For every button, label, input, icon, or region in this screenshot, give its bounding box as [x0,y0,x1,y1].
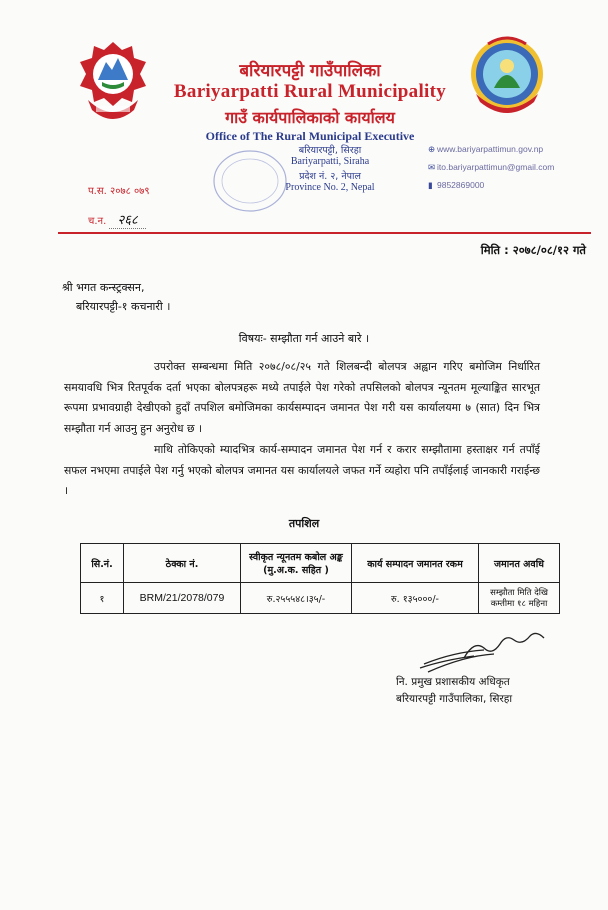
website-contact [428,144,543,155]
cell-guarantee-period: सम्झौता मिति देखि कम्तीमा १८ महिना [479,583,560,614]
phone-icon: ▮ [428,180,433,190]
paragraph-1: उपरोक्त सम्बन्धमा मिति २०७८/०८/२५ गते शिलबन्दी बोलपत्र अह्वान गरिए बमोजिम निर्धारित समयावधि भित्र रितपूर्वक दर्ता भएका बोलपत्रहरू मध्ये तपाईले पेश गरेको तपसिलको बोलपत्र न्यूनतम मूल्याङ्कित सारभूत रूपमा प्रभावग्राही देखीएको हुदाँ तपशिल बमोजिमका कार्यसम्पादन जमानत पेश गरी यस कार्यालयमा ७ (सात) दिन भित्र सम्झौता गर्न आउनु हुन अनुरोध छ । [64,360,540,435]
address-np: बरियारपट्टी, सिरहा [298,145,362,156]
website-text: www.bariyarpattimun.gov.np [437,144,544,154]
cell-contract-no: BRM/21/2078/079 [124,583,241,614]
email-icon: ✉ [428,162,436,172]
email-contact [428,162,554,173]
reference-cn [88,210,146,228]
office-stamp-icon [210,146,290,216]
province-en: Province No. 2, Nepal [285,182,375,193]
signature-icon [414,626,554,676]
table-header-row [81,544,560,583]
office-name-en: Office of The Rural Municipal Executive [205,129,415,143]
globe-icon: ⊕ [428,144,436,154]
bid-table [80,543,560,614]
cell-serial: १ [81,583,124,614]
recipient-line2: बरियारपट्टी-१ कचनारी । [76,300,171,313]
province-np: प्रदेश नं. २, नेपाल [299,171,361,182]
schedule-title: तपशिल [288,517,320,530]
cn-value: २६८ [109,213,145,229]
recipient-line1: श्री भगत कन्स्ट्रक्सन, [62,281,145,294]
col-guarantee-period: जमानत अवधि [479,544,560,583]
col-serial: सि.नं. [81,544,124,583]
cn-label: च.न. [88,216,107,227]
address-en: Bariyarpatti, Siraha [290,156,370,167]
phone-text: 9852869000 [437,180,485,190]
header-divider [58,232,591,234]
reference-ps [88,183,150,197]
signatory-org: बरियारपट्टी गाउँपालिका, सिरहा [396,693,513,705]
col-approved-amount: स्वीकृत न्यूनतम कबोल अङ्क (मु.अ.क. सहित ) [241,544,352,583]
letter-subject: विषयः- सम्झौता गर्न आउने बारे । [238,332,370,345]
email-text: ito.bariyarpattimun@gmail.com [437,162,555,172]
letter-date: मिति : २०७८/०८/१२ गते [480,243,586,257]
nepal-emblem-icon [76,40,150,124]
phone-contact [428,180,484,191]
col-performance-guarantee: कार्य सम्पादन जमानत रकम [352,544,479,583]
table-row [81,583,560,614]
paragraph-2: माथि तोकिएको म्यादभित्र कार्य-सम्पादन जमानत पेश गर्न र करार सम्झौतामा हस्ताक्षर गर्न तपाँई सफल नभएमा तपाईले पेश गर्नु भएको बोलपत्र जमानत यस कार्यालयले जफत गर्ने व्यहोरा पनि तपाँईलाई जानकारी गराईन्छ । [64,443,540,497]
office-name-np: गाउँ कार्यपालिकाको कार्यालय [225,108,395,127]
cell-approved-amount: रु.२५५५४८।३५/- [241,583,352,614]
municipality-seal-icon [468,32,546,116]
signatory-title: नि. प्रमुख प्रशासकीय अधिकृत [396,676,510,688]
ps-value: २०७८ ०७९ [110,186,150,197]
municipality-name-en: Bariyarpatti Rural Municipality [173,81,447,102]
municipality-name-np: बरियारपट्टी गाउँपालिका [239,61,381,81]
col-contract-no: ठेक्का नं. [124,544,241,583]
cell-performance-guarantee: रु. १३५०००/- [352,583,479,614]
ps-label: प.स. [88,186,107,197]
